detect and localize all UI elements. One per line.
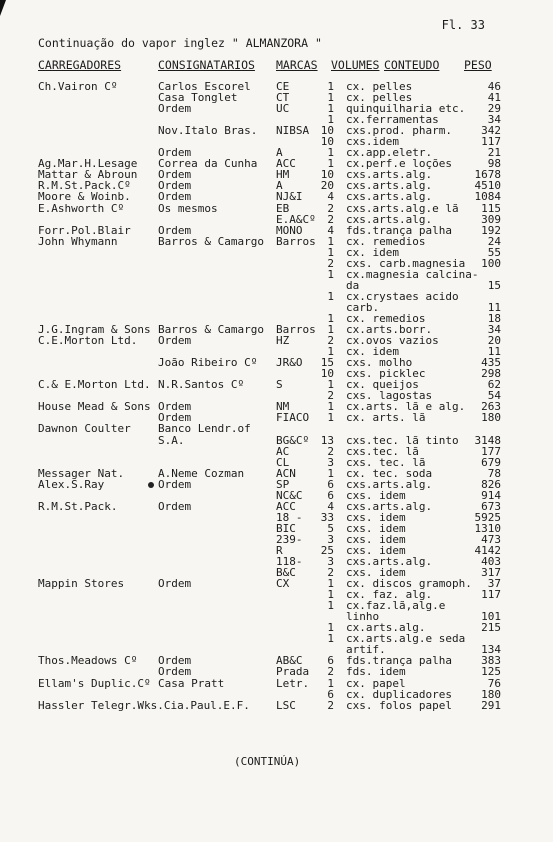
contents-cell: cx. remedios [346, 311, 426, 325]
volumes-cell: 3 [327, 555, 334, 569]
contents-cell: cxs.prod. pharm. [346, 124, 452, 138]
table-row [0, 678, 553, 689]
continued-note: (CONTINÚA) [234, 755, 301, 768]
volumes-cell: 4 [327, 190, 334, 204]
weight-cell: 15 [487, 278, 501, 292]
shipper-cell: R.M.St.Pack.Cº [38, 179, 131, 193]
volumes-cell: 2 [327, 665, 334, 679]
volumes-cell: 1 [327, 157, 334, 171]
contents-cell: cxs. idem [346, 532, 406, 546]
weight-cell: 1678 [474, 168, 501, 182]
contents-cell: fds.trança palha [346, 223, 452, 237]
weight-cell: 117 [481, 588, 501, 602]
volumes-cell: 13 [320, 433, 334, 447]
ink-blot [148, 482, 154, 488]
contents-cell: cxs. idem [346, 488, 406, 502]
table-row [0, 269, 553, 280]
contents-cell: cxs. picklec [346, 367, 426, 381]
marks-cell: CX [276, 577, 290, 591]
weight-cell: 24 [487, 234, 501, 248]
table-row [0, 125, 553, 136]
consignee-cell: Ordem [158, 334, 192, 348]
volumes-cell: 10 [320, 367, 334, 381]
marks-cell: 18 - [276, 510, 303, 524]
contents-cell: cx.magnesia calcina- [346, 267, 479, 281]
contents-cell: cxs.arts.alg. [346, 477, 433, 491]
weight-cell: 192 [481, 223, 501, 237]
consignee-cell: Ordem [158, 179, 192, 193]
header-volumes: VOLUMES [331, 58, 380, 72]
weight-cell: 309 [481, 212, 501, 226]
contents-cell: cxs. molho [346, 356, 413, 370]
weight-cell: 41 [487, 91, 501, 105]
contents-cell: cxs.tec. lã [346, 444, 419, 458]
weight-cell: 34 [487, 323, 501, 337]
weight-cell: 679 [481, 455, 501, 469]
contents-cell: cxs.arts.alg. [346, 190, 433, 204]
table-row [0, 457, 553, 468]
volumes-cell: 10 [320, 168, 334, 182]
shipper-cell: Messager Nat. [38, 466, 125, 480]
page-number: Fl. 33 [441, 18, 485, 32]
contents-cell: cx. arts. lã [346, 411, 426, 425]
volumes-cell: 2 [327, 566, 334, 580]
marks-cell: FIACO [276, 411, 310, 425]
shipper-cell: C.& E.Morton Ltd. [38, 378, 151, 392]
marks-cell: AB&C [276, 654, 303, 668]
weight-cell: 342 [481, 124, 501, 138]
consignee-cell: Ordem [158, 146, 192, 160]
contents-cell: cxs. idem [346, 566, 406, 580]
shipper-cell: Thos.Meadows Cº [38, 654, 138, 668]
contents-cell: cx. queijos [346, 378, 419, 392]
table-row [0, 589, 553, 600]
marks-cell: JR&O [276, 356, 303, 370]
table-row [0, 578, 553, 589]
table-row [0, 379, 553, 390]
marks-cell: BG&Cº [276, 433, 310, 447]
weight-cell: 18 [487, 311, 501, 325]
contents-cell: cx.arts. lã e alg. [346, 400, 466, 414]
contents-cell: cxs. lagostas [346, 389, 433, 403]
weight-cell: 317 [481, 566, 501, 580]
marks-cell: ACN [276, 466, 296, 480]
contents-cell: cxs. tec. lã [346, 455, 426, 469]
volumes-cell: 1 [327, 323, 334, 337]
consignee-cell: Ordem [158, 223, 192, 237]
table-row [0, 203, 553, 214]
consignee-cell: Ordem [158, 665, 192, 679]
weight-cell: 826 [481, 477, 501, 491]
volumes-cell: 6 [327, 488, 334, 502]
consignee-cell: Ordem [158, 190, 192, 204]
weight-cell: 117 [481, 135, 501, 149]
consignee-cell: Ordem [158, 400, 192, 414]
weight-cell: 3148 [474, 433, 501, 447]
marks-cell: AC [276, 444, 290, 458]
weight-cell: 46 [487, 80, 501, 93]
consignee-cell: Ordem [158, 477, 192, 491]
weight-cell: 914 [481, 488, 501, 502]
volumes-cell: 1 [327, 577, 334, 591]
weight-cell: 11 [487, 345, 501, 359]
marks-cell: CE [276, 80, 290, 93]
volumes-cell: 6 [327, 477, 334, 491]
weight-cell: 383 [481, 654, 501, 668]
shipper-cell: Ellam's Duplic.Cº [38, 676, 151, 690]
volumes-cell: 2 [327, 334, 334, 348]
shipper-cell: C.E.Morton Ltd. [38, 334, 138, 348]
volumes-cell: 2 [327, 698, 334, 712]
contents-cell: fds.trança palha [346, 654, 452, 668]
weight-cell: 180 [481, 687, 501, 701]
weight-cell: 180 [481, 411, 501, 425]
contents-cell: artif. [346, 643, 386, 657]
page-heading: Continuação do vapor inglez " ALMANZORA " [38, 36, 322, 50]
volumes-cell: 1 [327, 632, 334, 646]
contents-cell: cxs.arts.alg.e lã [346, 201, 459, 215]
contents-cell: cx.arts.borr. [346, 323, 433, 337]
marks-cell: NC&C [276, 488, 303, 502]
weight-cell: 1310 [474, 521, 501, 535]
table-row [0, 689, 553, 700]
table-row [0, 335, 553, 346]
marks-cell: SP [276, 477, 290, 491]
weight-cell: 5925 [474, 510, 501, 524]
table-row [0, 357, 553, 368]
contents-cell: cx. duplicadores [346, 687, 452, 701]
consignee-cell: S.A. [158, 433, 185, 447]
marks-cell: Barros [276, 234, 316, 248]
marks-cell: HM [276, 168, 290, 182]
volumes-cell: 25 [320, 543, 334, 557]
marks-cell: Barros [276, 323, 316, 337]
consignee-cell: Casa Pratt [158, 676, 225, 690]
marks-cell: NM [276, 400, 290, 414]
table-row [0, 302, 553, 313]
volumes-cell: 1 [327, 102, 334, 116]
table-row [0, 236, 553, 247]
table-row [0, 622, 553, 633]
marks-cell: MONO [276, 223, 303, 237]
volumes-cell: 5 [327, 521, 334, 535]
consignee-cell: A.Neme Cozman [158, 466, 245, 480]
weight-cell: 62 [487, 378, 501, 392]
contents-cell: cx.arts.alg. [346, 621, 426, 635]
contents-cell: carb. [346, 300, 380, 314]
marks-cell: NIBSA [276, 124, 310, 138]
marks-cell: A [276, 146, 283, 160]
marks-cell: 239- [276, 532, 303, 546]
shipper-cell: Alex.S.Ray [38, 477, 105, 491]
volumes-cell: 1 [327, 378, 334, 392]
table-row [0, 633, 553, 644]
volumes-cell: 6 [327, 654, 334, 668]
contents-cell: cx.crystaes acido [346, 289, 459, 303]
volumes-cell: 1 [327, 345, 334, 359]
header-marks: MARCAS [276, 58, 318, 72]
table-row [0, 435, 553, 446]
consignee-cell: João Ribeiro Cº [158, 356, 258, 370]
shipper-cell: Forr.Pol.Blair [38, 223, 131, 237]
contents-cell: cx. pelles [346, 91, 413, 105]
volumes-cell: 2 [327, 444, 334, 458]
volumes-cell: 15 [320, 356, 334, 370]
volumes-cell: 1 [327, 113, 334, 127]
consignee-cell: Ordem [158, 654, 192, 668]
contents-cell: cx. pelles [346, 80, 413, 93]
volumes-cell: 1 [327, 411, 334, 425]
shipper-cell: Ch.Vairon Cº [38, 80, 118, 93]
weight-cell: 4510 [474, 179, 501, 193]
contents-cell: cx.ovos vazios [346, 334, 439, 348]
weight-cell: 125 [481, 665, 501, 679]
contents-cell: cx.ferramentas [346, 113, 439, 127]
consignee-cell: Ordem [158, 499, 192, 513]
table-row [0, 214, 553, 225]
contents-cell: cx.arts.alg.e seda [346, 632, 466, 646]
weight-cell: 98 [487, 157, 501, 171]
marks-cell: Letr. [276, 676, 310, 690]
consignee-cell: Ordem [158, 577, 192, 591]
volumes-cell: 1 [327, 621, 334, 635]
contents-cell: cxs.arts.alg. [346, 168, 433, 182]
header-shipper: CARREGADORES [38, 58, 122, 72]
marks-cell: HZ [276, 334, 290, 348]
contents-cell: linho [346, 610, 380, 624]
weight-cell: 263 [481, 400, 501, 414]
contents-cell: quinquilharia etc. [346, 102, 466, 116]
marks-cell: CT [276, 91, 290, 105]
volumes-cell: 1 [327, 466, 334, 480]
volumes-cell: 2 [327, 201, 334, 215]
contents-cell: cx. papel [346, 676, 406, 690]
table-row [0, 611, 553, 622]
volumes-cell: 1 [327, 311, 334, 325]
weight-cell: 11 [487, 300, 501, 314]
marks-cell: UC [276, 102, 290, 116]
volumes-cell: 1 [327, 400, 334, 414]
weight-cell: 177 [481, 444, 501, 458]
weight-cell: 21 [487, 146, 501, 160]
weight-cell: 215 [481, 621, 501, 635]
volumes-cell: 10 [320, 124, 334, 138]
weight-cell: 4142 [474, 543, 501, 557]
volumes-cell: 6 [327, 687, 334, 701]
marks-cell: E.A&Cº [276, 212, 316, 226]
volumes-cell: 33 [320, 510, 334, 524]
contents-cell: da [346, 278, 360, 292]
marks-cell: LSC [276, 698, 296, 712]
shipper-cell: House Mead & Sons [38, 400, 151, 414]
volumes-cell: 20 [320, 179, 334, 193]
corner-ink-mark [0, 0, 6, 16]
table-row [0, 103, 553, 114]
consignee-cell: Carlos Escorel [158, 80, 251, 93]
header-contents: CONTEUDO [384, 58, 440, 72]
volumes-cell: 1 [327, 289, 334, 303]
shipper-cell: John Whymann [38, 234, 118, 248]
volumes-cell: 3 [327, 455, 334, 469]
contents-cell: cx. discos gramoph. [346, 577, 472, 591]
consignee-cell: Ordem [158, 411, 192, 425]
marks-cell: S [276, 378, 283, 392]
volumes-cell: 1 [327, 676, 334, 690]
weight-cell: 37 [487, 577, 501, 591]
shipper-cell: Ag.Mar.H.Lesage [38, 157, 138, 171]
contents-cell: fds. idem [346, 665, 406, 679]
contents-cell: cx. idem [346, 245, 399, 259]
weight-cell: 34 [487, 113, 501, 127]
shipper-cell: E.Ashworth Cº [38, 201, 125, 215]
weight-cell: 298 [481, 367, 501, 381]
volumes-cell: 1 [327, 245, 334, 259]
marks-cell: ACC [276, 499, 296, 513]
volumes-cell: 4 [327, 499, 334, 513]
contents-cell: cxs.idem [346, 135, 399, 149]
contents-cell: cxs. folos papel [346, 698, 452, 712]
marks-cell: BIC [276, 521, 296, 535]
volumes-cell: 10 [320, 135, 334, 149]
marks-cell: ACC [276, 157, 296, 171]
marks-cell: Prada [276, 665, 310, 679]
weight-cell: 100 [481, 256, 501, 270]
consignee-cell: Ordem [158, 102, 192, 116]
shipper-cell: J.G.Ingram & Sons [38, 323, 151, 337]
weight-cell: 291 [481, 698, 501, 712]
marks-cell: NJ&I [276, 190, 303, 204]
shipper-cell: Dawnon Coulter [38, 422, 131, 436]
marks-cell: B&C [276, 566, 296, 580]
marks-cell: R [276, 543, 283, 557]
volumes-cell: 1 [327, 588, 334, 602]
volumes-cell: 2 [327, 256, 334, 270]
weight-cell: 54 [487, 389, 501, 403]
table-row [0, 191, 553, 202]
contents-cell: cxs. carb.magnesia [346, 256, 466, 270]
volumes-cell: 1 [327, 234, 334, 248]
contents-cell: cxs. idem [346, 521, 406, 535]
contents-cell: cx. idem [346, 345, 399, 359]
contents-cell: cxs.arts.alg. [346, 499, 433, 513]
volumes-cell: 3 [327, 532, 334, 546]
consignee-cell: Os mesmos [158, 201, 218, 215]
volumes-cell: 2 [327, 389, 334, 403]
shipper-cell: R.M.St.Pack. [38, 499, 118, 513]
contents-cell: cxs.arts.alg. [346, 212, 433, 226]
weight-cell: 101 [481, 610, 501, 624]
weight-cell: 134 [481, 643, 501, 657]
table-row [0, 446, 553, 457]
marks-cell: 118- [276, 555, 303, 569]
contents-cell: cxs. idem [346, 510, 406, 524]
manifest-table [0, 81, 553, 711]
table-row [0, 225, 553, 236]
marks-cell: EB [276, 201, 290, 215]
consignee-cell: Barros & Camargo [158, 323, 264, 337]
contents-cell: cxs.arts.alg. [346, 555, 433, 569]
volumes-cell: 1 [327, 80, 334, 93]
weight-cell: 435 [481, 356, 501, 370]
shipper-cell: Mattar & Abroun [38, 168, 138, 182]
volumes-cell: 1 [327, 267, 334, 281]
table-row [0, 423, 553, 434]
contents-cell: cx. tec. soda [346, 466, 433, 480]
weight-cell: 76 [487, 676, 501, 690]
table-row [0, 666, 553, 677]
volumes-cell: 2 [327, 212, 334, 226]
volumes-cell: 1 [327, 91, 334, 105]
consignee-cell: Nov.Italo Bras. [158, 124, 258, 138]
consignee-cell: Ordem [158, 168, 192, 182]
weight-cell: 55 [487, 245, 501, 259]
weight-cell: 1084 [474, 190, 501, 204]
table-row [0, 600, 553, 611]
consignee-cell: Casa Tonglet [158, 91, 238, 105]
table-row [0, 280, 553, 291]
contents-cell: cx.faz.lã,alg.e [346, 599, 446, 613]
consignee-cell: Correa da Cunha [158, 157, 258, 171]
consignee-cell: Banco Lendr.of [158, 422, 251, 436]
weight-cell: 29 [487, 102, 501, 116]
weight-cell: 115 [481, 201, 501, 215]
weight-cell: 20 [487, 334, 501, 348]
weight-cell: 473 [481, 532, 501, 546]
consignee-cell: N.R.Santos Cº [158, 378, 245, 392]
header-consignee: CONSIGNATARIOS [158, 58, 255, 72]
table-row [0, 291, 553, 302]
contents-cell: cx. faz. alg. [346, 588, 433, 602]
shipper-cell: Moore & Woinb. [38, 190, 131, 204]
weight-cell: 673 [481, 499, 501, 513]
volumes-cell: 1 [327, 599, 334, 613]
contents-cell: cxs.arts.alg. [346, 179, 433, 193]
contents-cell: cx.perf.e loções [346, 157, 452, 171]
weight-cell: 78 [487, 466, 501, 480]
shipper-cell: Mappin Stores [38, 577, 125, 591]
volumes-cell: 1 [327, 146, 334, 160]
header-weight: PESO [464, 58, 492, 72]
contents-cell: cx.app.eletr. [346, 146, 433, 160]
weight-cell: 403 [481, 555, 501, 569]
marks-cell: CL [276, 455, 290, 469]
contents-cell: cxs. idem [346, 543, 406, 557]
contents-cell: cxs.tec. lã tinto [346, 433, 459, 447]
table-row [0, 700, 553, 711]
marks-cell: A [276, 179, 283, 193]
contents-cell: cx. remedios [346, 234, 426, 248]
volumes-cell: 4 [327, 223, 334, 237]
table-row [0, 247, 553, 258]
shipper-cell: Hassler Telegr.Wks.Cia.Paul.E.F. [38, 698, 250, 712]
consignee-cell: Barros & Camargo [158, 234, 264, 248]
